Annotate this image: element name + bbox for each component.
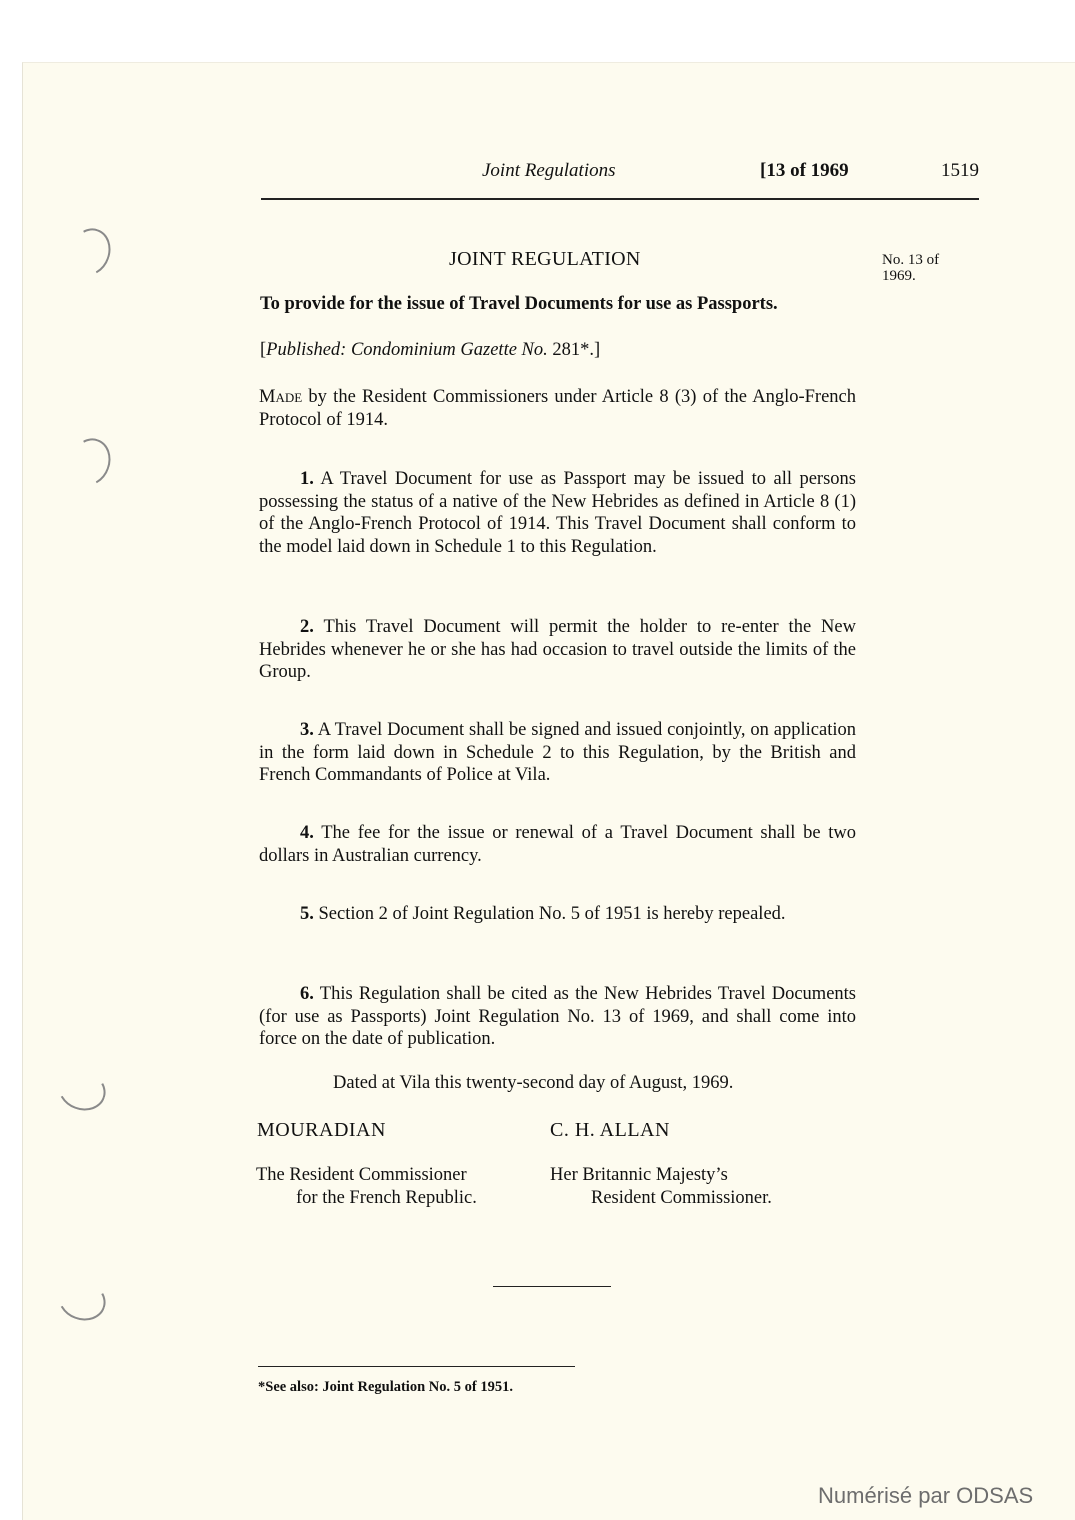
publication-label: Published: Condominium Gazette No.	[266, 340, 548, 360]
publication-note	[260, 340, 600, 361]
section-text: The fee for the issue or renewal of a Travel Document shall be two dollars in Australian currency.	[259, 823, 856, 866]
signatory-title-line: Her Britannic Majesty’s	[550, 1165, 728, 1185]
signatory-title	[256, 1164, 477, 1210]
margin-note-line: 1969.	[882, 268, 916, 284]
section-number: 2.	[300, 617, 314, 637]
section-number: 6.	[300, 984, 314, 1004]
section-1	[259, 468, 856, 558]
preamble	[259, 386, 856, 431]
header-rule	[261, 198, 979, 200]
footnote: *See also: Joint Regulation No. 5 of 1951.	[258, 1379, 513, 1395]
section-text: Section 2 of Joint Regulation No. 5 of 1951 is hereby repealed.	[318, 904, 786, 924]
section-5	[259, 903, 856, 926]
publication-number: 281*.]	[547, 340, 601, 360]
section-4	[259, 822, 856, 867]
page-number: 1519	[941, 160, 979, 181]
running-header-title: Joint Regulations	[482, 160, 616, 181]
section-text: A Travel Document shall be signed and issued conjointly, on application in the form laid down in Schedule 2 to this Regulation, by the British and French Commandants of Police at Vila.	[259, 720, 856, 785]
section-number: 5.	[300, 904, 314, 924]
signatory-title-line: for the French Republic.	[296, 1188, 477, 1208]
margin-note-line: No. 13 of	[882, 252, 940, 268]
regulation-subtitle: To provide for the issue of Travel Documents for use as Passports.	[260, 294, 778, 314]
section-3	[259, 719, 856, 787]
section-number: 1.	[300, 469, 314, 489]
footnote-rule	[258, 1366, 575, 1367]
margin-note	[882, 252, 972, 284]
section-2	[259, 616, 856, 684]
section-6	[259, 983, 856, 1051]
digitization-watermark: Numérisé par ODSAS	[818, 1483, 1034, 1508]
end-rule	[493, 1286, 611, 1287]
preamble-text: by the Resident Commissioners under Article 8 (3) of the Anglo-French Protocol of 1914.	[259, 387, 856, 430]
publication-bracket: [	[260, 340, 267, 360]
section-number: 3.	[300, 720, 314, 740]
section-text: A Travel Document for use as Passport may be issued to all persons possessing the status of a native of the New Hebrides as defined in Article 8 (1) of the Anglo-French Protocol of 1914. This Travel Document shall conform to the model laid down in Schedule 1 to this Regulation.	[259, 469, 856, 557]
signatory-name: MOURADIAN	[257, 1119, 386, 1141]
section-text: This Regulation shall be cited as the New Hebrides Travel Documents (for use as Passports) Joint Regulation No. 13 of 1969, and shall come into force on the date of publication.	[259, 984, 856, 1049]
preamble-lead: Made	[259, 387, 303, 407]
signatory-title-line: Resident Commissioner.	[591, 1188, 772, 1208]
section-text: This Travel Document will permit the holder to re-enter the New Hebrides whenever he or she has had occasion to travel outside the limits of the Group.	[259, 617, 856, 682]
regulation-title: JOINT REGULATION	[449, 248, 641, 270]
signatory-title-line: The Resident Commissioner	[256, 1165, 467, 1185]
dated-line: Dated at Vila this twenty-second day of August, 1969.	[333, 1073, 734, 1093]
signatory-name: C. H. ALLAN	[550, 1119, 670, 1141]
section-number: 4.	[300, 823, 314, 843]
running-header-reference: [13 of 1969	[760, 160, 849, 181]
signatory-title	[550, 1164, 772, 1210]
